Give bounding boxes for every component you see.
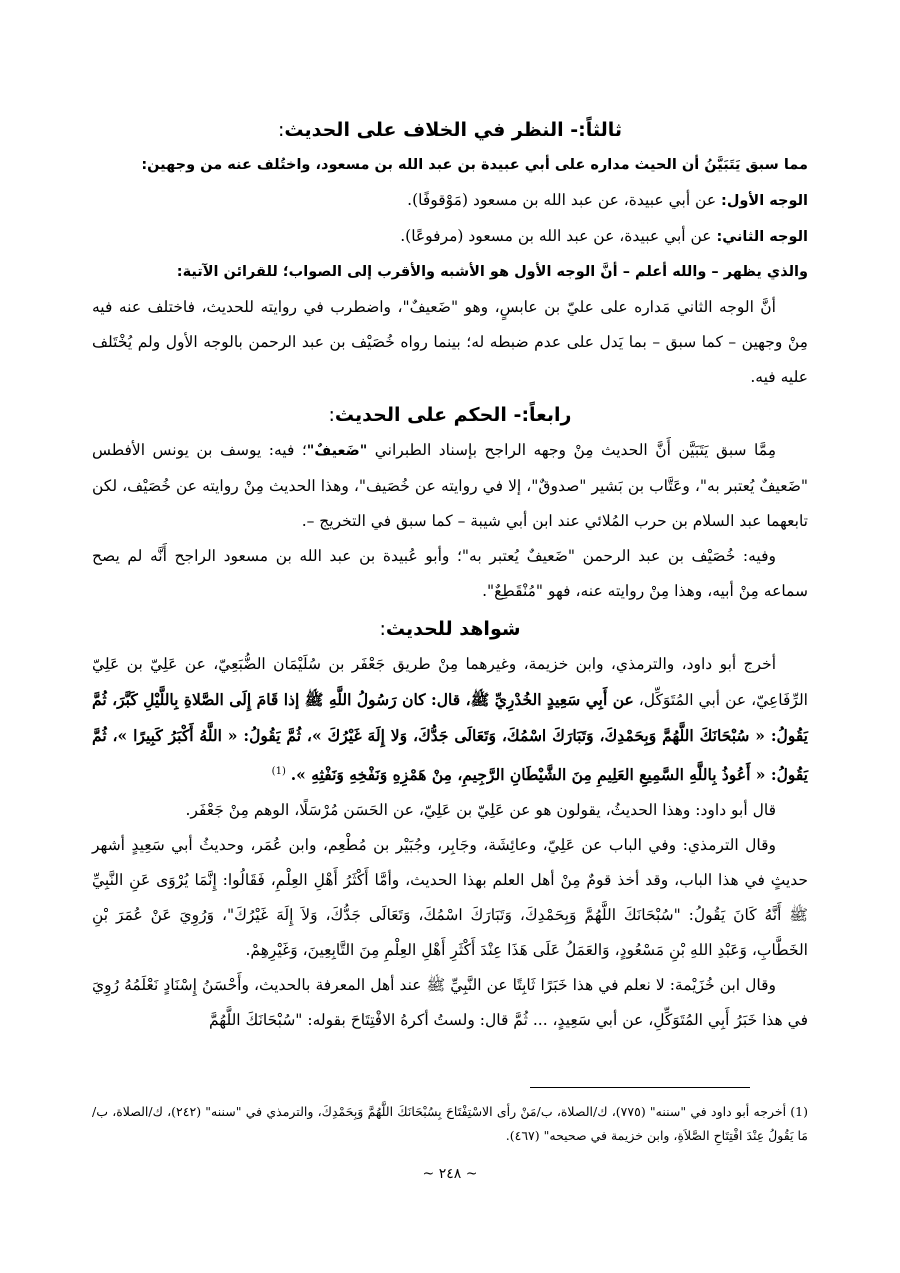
wajh-1-label: الوجه الأول: <box>721 193 808 209</box>
wajh-2-label: الوجه الثاني: <box>716 229 808 245</box>
text-run: ؛ فيه: يوسف بن يونس الأفطس "ضَعيفٌ يُعتبر به"، وعَتَّاب بن بَشير "صدوقٌ"، إلا في روايته عن خُصَيف"، وهذا الحديث مِنْ روايته عن خُصَيْف، لكن تابعهما عبد السلام بن حرب المُلائي عند ابن أبي شيبة – كما سبق في التخريج –. <box>92 441 808 530</box>
wajh-1-text: عن أبي عبيدة، عن عبد الله بن مسعود (مَوْقوفًا). <box>407 191 722 209</box>
heading-text: رابعاً:- الحكم على الحديث <box>334 404 572 426</box>
wajh-1 <box>92 183 808 219</box>
section-heading-3: ثالثاً:- النظر في الخلاف على الحديث: <box>277 119 622 141</box>
section3-conclusion: والذي يظهر – والله أعلم – أنَّ الوجه الأول هو الأشبه والأقرب إلى الصواب؛ للقرائن الآتية: <box>176 264 808 280</box>
section4-para-1 <box>92 433 808 539</box>
text-run: أخرج أبو داود، والترمذي، وابن خزيمة، وغيرهما مِنْ طريق جَعْفَر بن سُلَيْمَان الضُّبَعِيّ، عن عَلِيّ بن عَلِيّ الرِّفَاعِيّ، عن أبي المُتَوَكِّل، <box>92 655 808 709</box>
section-heading-4: رابعاً:- الحكم على الحديث: <box>328 404 572 426</box>
shawahid-para-3: وقال الترمذي: وفي الباب عن عَلِيّ، وعائِشَة، وجَابِر، وجُبَيْر بن مُطْعِم، وابن عُمَر، وحديثُ أبي سَعِيدٍ أشهر حديثٍ في هذا الباب، وقد أخذ قومٌ مِنْ أهل العلم بهذا الحديث، وأمَّا أَكْثَرُ أَهْلِ العِلْمِ، فَقَالُوا: إِنَّمَا يُرْوَى عَنِ النَّبِيِّ ﷺ أَنَّهُ كَانَ يَقُولُ: "سُبْحَانَكَ اللَّهُمَّ وَبِحَمْدِكَ، وَتَبَارَكَ اسْمُكَ، وَتَعَالَى جَدُّكَ، وَلاَ إِلَهَ غَيْرُكَ"، وَرُوِيَ عَنْ عُمَرَ بْنِ الخَطَّابِ، وَعَبْدِ اللهِ بْنِ مَسْعُودٍ، وَالعَمَلُ عَلَى هَذَا عِنْدَ أَكْثَرِ أَهْلِ العِلْمِ مِنَ التَّابِعِينَ، وَغَيْرِهِمْ. <box>92 836 808 960</box>
heading-text: شواهد للحديث <box>385 618 521 640</box>
page-number: ~ ٢٤٨ ~ <box>422 1166 478 1182</box>
section4-para-2: وفيه: خُصَيْف بن عبد الرحمن "ضَعيفٌ يُعتبر به"؛ وأبو عُبيدة بن عبد الله بن مسعود الراجح أَنَّه لم يصح سماعه مِنْ أبيه، وهذا مِنْ روايته عنه، فهو "مُنْقَطِعٌ". <box>92 547 808 600</box>
shawahid-para-1 <box>92 647 808 793</box>
page-body <box>92 110 808 1038</box>
section3-intro: مما سبق يَتَبَيَّنُ أن الحيث مداره على أبي عبيدة بن عبد الله بن مسعود، واختُلف عنه من وجهين: <box>141 157 808 173</box>
footnote: (1) أخرجه أبو داود في "سننه" (٧٧٥)، ك/الصلاة، ب/مَنْ رأى الاسْتِفْتَاحَ بِسُبْحَانَكَ اللَّهُمَّ وَبِحَمْدِكَ، والترمذي في "سننه" (٢٤٢)، ك/الصلاة، ب/مَا يَقُولُ عِنْدَ افْتِتَاحِ الصَّلاَةِ، وابن خزيمة في صحيحه" (٤٦٧). <box>92 1104 808 1143</box>
shawahid-para-2: قال أبو داود: وهذا الحديثُ، يقولون هو عن عَلِيّ بن عَلِيّ، عن الحَسَن مُرْسَلًا، الوهم مِنْ جَعْفَر. <box>185 801 776 820</box>
footnote-ref[interactable]: (1) <box>271 766 286 777</box>
hadith-text: عن أَبِي سَعِيدٍ الخُدْرِيِّ ﷺ، قال: كان رَسُولُ اللَّهِ ﷺ إذا قَامَ إِلَى الصَّلاةِ بِاللَّيْلِ كَبَّرَ، ثُمَّ يَقُولُ: « سُبْحَانَكَ اللَّهُمَّ وَبِحَمْدِكَ، وَتَبَارَكَ اسْمُكَ، وَتَعَالَى جَدُّكَ، وَلا إِلَهَ غَيْرُكَ »، ثُمَّ يَقُولُ: « اللَّهُ أَكْبَرُ كَبِيرًا »، ثُمَّ يَقُولُ: « أَعُوذُ بِاللَّهِ السَّمِيعِ العَلِيمِ مِنَ الشَّيْطَانِ الرَّجِيمِ، مِنْ هَمْزِهِ وَنَفْخِهِ وَنَفْثِهِ ». <box>92 690 808 785</box>
wajh-2-text: عن أبي عبيدة، عن عبد الله بن مسعود (مرفوعًا). <box>400 227 717 245</box>
section3-reason: أنَّ الوجه الثاني مَداره على عليّ بن عابسٍ، وهو "ضَعيفٌ"، واضطرب في روايته للحديث، فاختلف عنه فيه مِنْ وجهين – كما سبق – بما يَدل على عدم ضبطه له؛ بينما رواه خُصَيْف بن عبد الرحمن بالوجه الأول ولم يُخْتَلف عليه فيه. <box>92 298 808 386</box>
wajh-2 <box>92 219 808 255</box>
heading-text: ثالثاً:- النظر في الخلاف على الحديث <box>284 119 622 141</box>
verdict-bold: "ضَعيفٌ" <box>306 443 368 459</box>
shawahid-para-4: وقال ابن خُزَيْمة: لا نعلم في هذا خَبَرًا ثَابِتًا عن النَّبِيِّ ﷺ عند أهل المعرفة بالحديث، وأَحْسَنُ إِسْنَادٍ نَعْلَمُهُ رُوِيَ في هذا خَبَرُ أَبِي المُتَوَكِّلِ، عن أبي سَعِيدٍ، ... ثُمَّ قال: ولستُ أكرهُ الافْتِتَاحَ بقوله: "سُبْحَانَكَ اللَّهُمَّ <box>92 976 808 1030</box>
shawahid-heading: شواهد للحديث: <box>379 618 521 640</box>
text-run: مِمَّا سبق يَتَبَيَّن أَنَّ الحديث مِنْ وجهه الراجح بإسناد الطبراني <box>367 441 776 459</box>
footnote-divider <box>530 1087 750 1088</box>
